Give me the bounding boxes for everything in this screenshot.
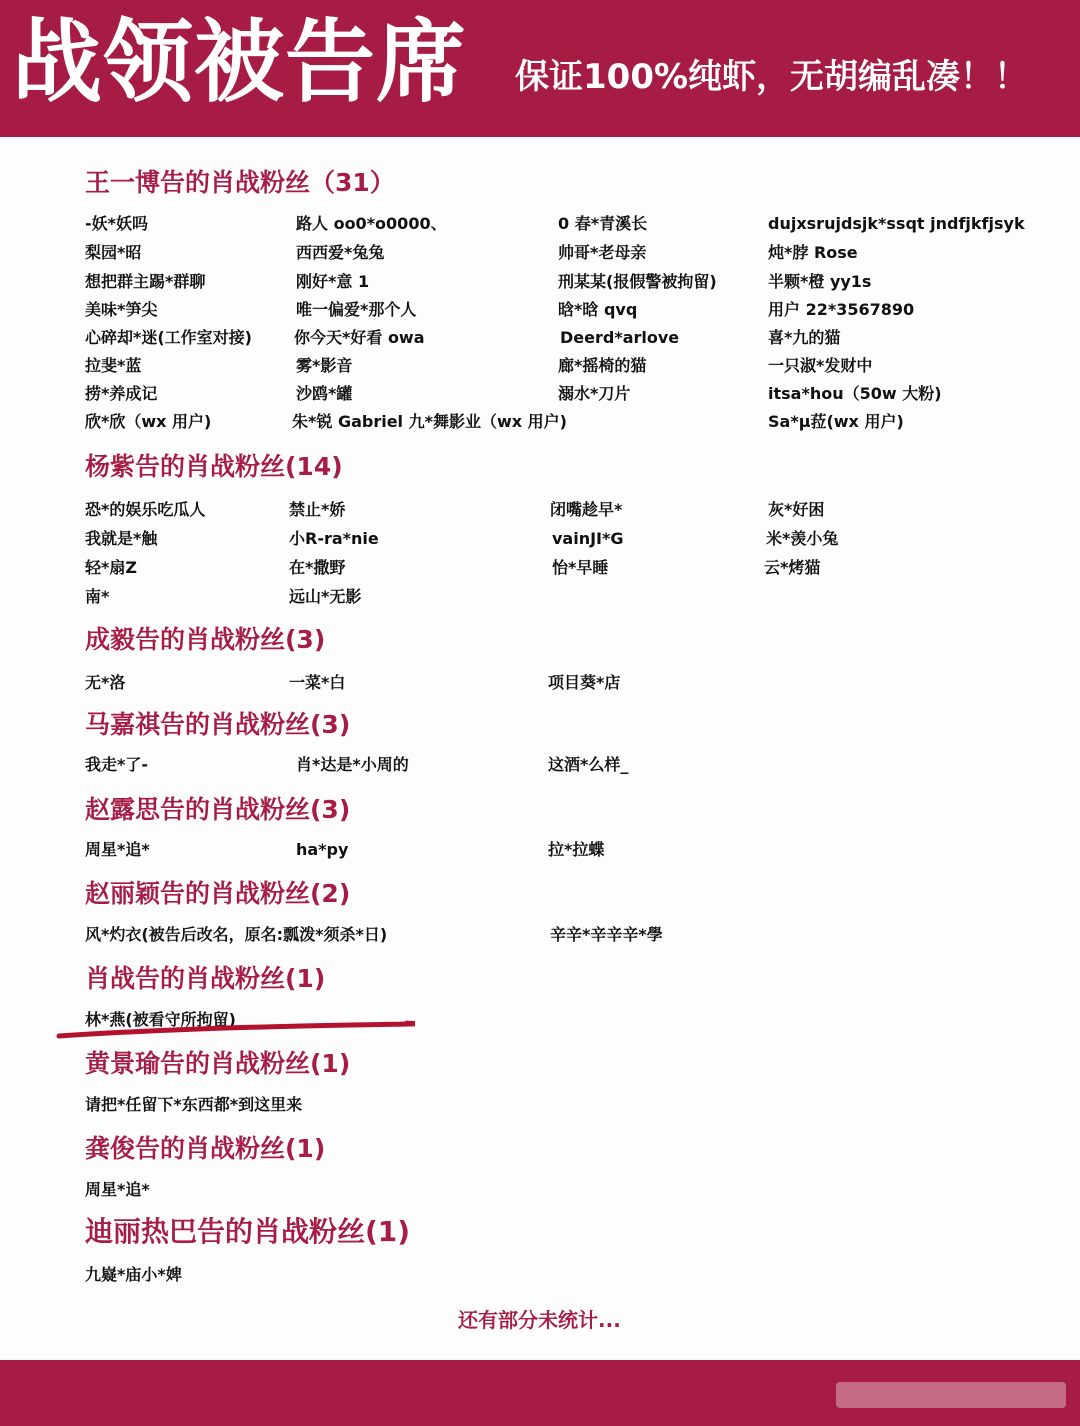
section-heading: 成毅告的肖战粉丝(3) [85, 625, 326, 654]
list-item: 炖*脖 Rose [768, 243, 858, 262]
list-item: 沙鸥*罐 [296, 384, 353, 403]
section-heading: 赵露思告的肖战粉丝(3) [85, 795, 351, 824]
section-heading: 迪丽热巴告的肖战粉丝(1) [85, 1215, 411, 1248]
list-item: 闭嘴趁早* [550, 500, 623, 519]
list-item: 帅哥*老母亲 [558, 243, 647, 262]
list-item: 在*撒野 [289, 558, 346, 577]
section-heading: 杨紫告的肖战粉丝(14) [85, 452, 343, 481]
list-item: 晗*晗 qvq [558, 300, 638, 319]
list-item: 朱*锐 Gabriel 九*舞影业（wx 用户) [292, 412, 567, 431]
red-underline-mark [55, 1015, 415, 1041]
list-item: -妖*妖吗 [85, 214, 149, 233]
list-item: 林*燕(被看守所拘留) [85, 1010, 236, 1029]
list-item: 禁止*娇 [289, 500, 346, 519]
list-item: 辛辛*辛辛辛*學 [550, 925, 663, 944]
list-item: 米*羡小兔 [766, 529, 839, 548]
list-item: 刚好*意 1 [296, 272, 370, 291]
list-item: Deerd*arlove [560, 328, 680, 347]
list-item: 拉*拉蝶 [548, 840, 605, 859]
list-item: 你今天*好看 owa [294, 328, 425, 347]
list-item: 路人 oo0*o0000、 [296, 214, 447, 233]
list-item: 项目葵*店 [548, 673, 621, 692]
list-item: 拉斐*蓝 [85, 356, 142, 375]
list-item: Sa*μ菈(wx 用户) [768, 412, 904, 431]
list-item: 南* [85, 587, 110, 606]
list-item: 想把群主踢*群聊 [85, 272, 206, 291]
list-item: 溺水*刀片 [558, 384, 631, 403]
list-item: 肖*达是*小周的 [296, 755, 409, 774]
list-item: 轻*扇Z [85, 558, 137, 577]
section-heading: 马嘉祺告的肖战粉丝(3) [85, 710, 351, 739]
list-item: 梨园*昭 [85, 243, 142, 262]
list-item: 西西爱*兔兔 [296, 243, 385, 262]
page-title: 战领被告席 [12, 10, 467, 115]
list-item: 捞*养成记 [85, 384, 158, 403]
section-heading: 王一博告的肖战粉丝（31） [85, 168, 395, 197]
list-item: 心碎却*迷(工作室对接) [85, 328, 252, 347]
list-item: 小R-ra*nie [289, 529, 379, 548]
list-item: vainJI*G [552, 529, 624, 548]
header-banner [0, 0, 1080, 137]
list-item: 用户 22*3567890 [768, 300, 915, 319]
list-item: 九嶷*庙小*婢 [85, 1265, 182, 1284]
list-item: 云*烤猫 [764, 558, 821, 577]
list-item: 半颗*橙 yy1s [768, 272, 872, 291]
section-heading: 黄景瑜告的肖战粉丝(1) [85, 1049, 351, 1078]
watermark [836, 1382, 1066, 1408]
list-item: 无*洛 [85, 673, 126, 692]
section-heading: 龚俊告的肖战粉丝(1) [85, 1134, 326, 1163]
list-item: 灰*好困 [768, 500, 825, 519]
list-item: 这酒*么样_ [548, 755, 629, 774]
footer-note: 还有部分未统计... [458, 1308, 621, 1332]
list-item: 我就是*触 [85, 529, 158, 548]
list-item: 周星*追* [85, 840, 150, 859]
list-item: 周星*追* [85, 1180, 150, 1199]
section-heading: 肖战告的肖战粉丝(1) [85, 964, 326, 993]
list-item: dujxsrujdsjk*ssqt jndfjkfjsyk [768, 214, 1025, 233]
section-heading: 赵丽颖告的肖战粉丝(2) [85, 879, 351, 908]
footer-banner [0, 1360, 1080, 1426]
list-item: 雾*影音 [296, 356, 353, 375]
list-item: 欣*欣（wx 用户) [85, 412, 212, 431]
list-item: 喜*九的猫 [768, 328, 841, 347]
list-item: 怡*早睡 [552, 558, 609, 577]
list-item: 请把*任留下*东西都*到这里来 [85, 1095, 303, 1114]
list-item: itsa*hou（50w 大粉) [768, 384, 942, 403]
list-item: 远山*无影 [289, 587, 362, 606]
list-item: 我走*了- [85, 755, 149, 774]
list-item: 廊*摇椅的猫 [558, 356, 647, 375]
list-item: 美味*笋尖 [85, 300, 158, 319]
header-tagline: 保证100%纯虾，无胡编乱凑！！ [515, 57, 1029, 97]
list-item: 恐*的娱乐吃瓜人 [85, 500, 206, 519]
list-item: 风*灼衣(被告后改名，原名:瓢泼*须杀*日) [85, 925, 388, 944]
list-item: 刑某某(报假警被拘留) [558, 272, 717, 291]
list-item: 一只淑*发财中 [768, 356, 873, 375]
list-item: ha*py [296, 840, 349, 859]
list-item: 唯一偏爱*那个人 [296, 300, 417, 319]
list-item: 一菜*白 [289, 673, 346, 692]
list-item: 0 春*青溪长 [558, 214, 648, 233]
